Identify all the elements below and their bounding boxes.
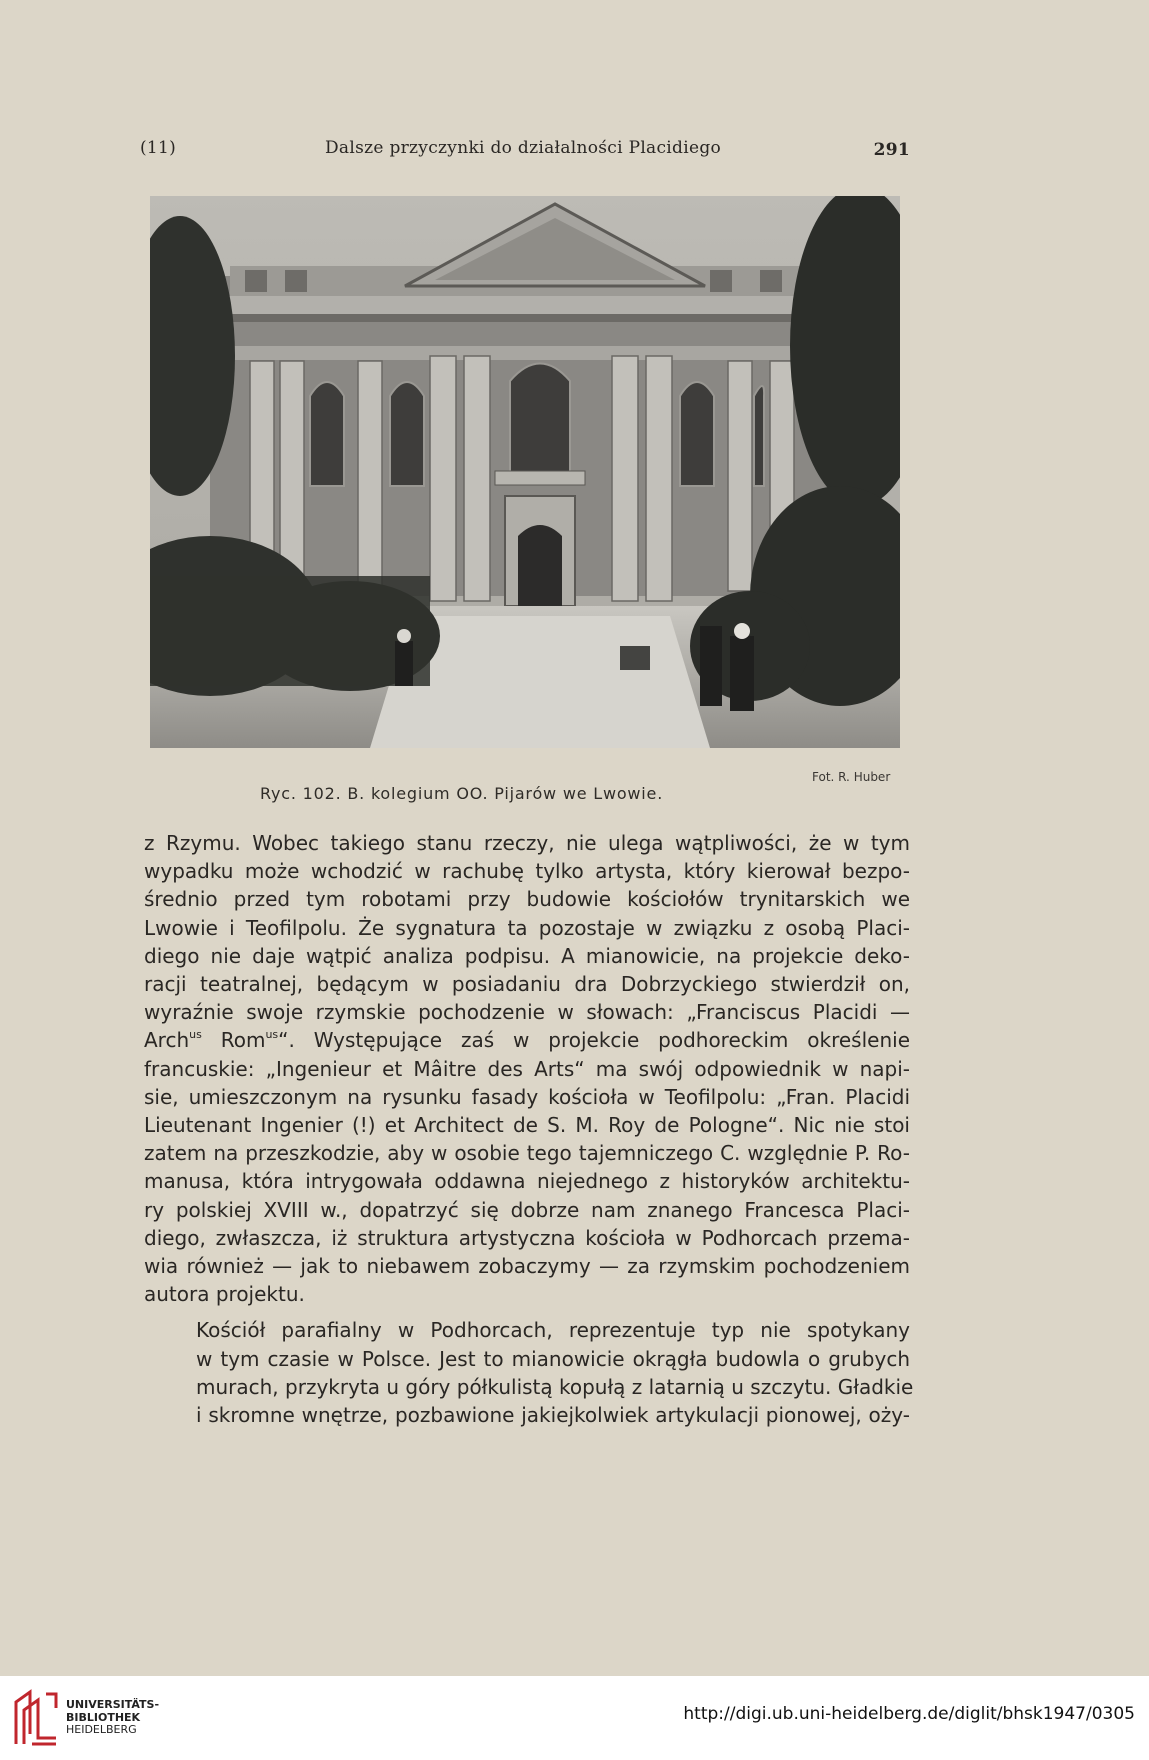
text-line: Lwowie i Teofilpolu. Że sygnatura ta pozostaje w związku z osobą Placi- [144,915,910,940]
library-name [66,1699,159,1737]
text-line: diego nie daje wątpić analiza podpisu. A mianowicie, na projekcie deko- [144,943,910,968]
paragraph-1 [144,829,910,1308]
page-number: 291 [873,140,910,160]
building-photograph [150,196,900,748]
photo-credit: Fot. R. Huber [812,770,891,784]
text-line: wia również — jak to niebawem zobaczymy — za rzymskim pochodzeniem [144,1254,910,1279]
text-line: zatem na przeszkodzie, aby w osobie tego tajemniczego C. względnie P. Ro- [144,1141,910,1166]
running-header [140,138,910,168]
text-line: w tym czasie w Polsce. Jest to mianowicie okrągła budowla o grubych [196,1346,910,1371]
text-line: Kościół parafialny w Podhorcach, reprezentuje typ nie spotykany [196,1318,910,1343]
text-line: diego, zwłaszcza, iż struktura artystyczna kościoła w Podhorcach przema- [144,1225,910,1250]
text-line-with-superscripts [144,1026,910,1054]
text-line: autora projektu. [144,1282,305,1307]
library-name-line: UNIVERSITÄTS- [66,1698,160,1711]
article-body [144,829,914,1429]
superscript-us: us [189,1028,202,1042]
text-line: wyraźnie swoje rzymskie pochodzenie w słowach: „Franciscus Placidi — [144,1000,910,1025]
paragraph-2 [144,1316,914,1429]
text-line: i skromne wnętrze, pozbawione jakiejkolwiek artykulacji pionowej, oży- [196,1403,910,1428]
text-line: z Rzymu. Wobec takiego stanu rzeczy, nie ulega wątpliwości, że w tym [144,831,910,855]
section-number: (11) [140,138,177,158]
line-remainder: “. Występujące zaś w projekcie podhoreckim określenie [278,1028,910,1053]
abbrev-arch: Arch [144,1028,190,1053]
collegium-facade-image [150,196,900,748]
text-line: średnio przed tym robotami przy budowie kościołów trynitarskich we [144,887,910,912]
university-library-logo-icon [12,1688,60,1748]
text-line: manusa, która intrygowała oddawna niejednego z historyków architektu- [144,1169,910,1194]
source-url-link[interactable]: http://digi.ub.uni-heidelberg.de/diglit/bhsk1947/0305 [683,1704,1135,1724]
library-name-line: HEIDELBERG [66,1723,137,1736]
library-name-line: BIBLIOTHEK [66,1710,141,1724]
digitization-footer [0,1676,1149,1760]
running-title: Dalsze przyczynki do działalności Placidiego [325,138,722,158]
text-line: racji teatralnej, będącym w posiadaniu dra Dobrzyckiego stwierdził on, [144,972,910,997]
abbrev-rom: Rom [220,1028,266,1053]
text-line: ry polskiej XVIII w., dopatrzyć się dobrze nam znanego Francesca Placi- [144,1197,910,1222]
text-line: wypadku może wchodzić w rachubę tylko artysta, który kierował bezpo- [144,859,910,884]
text-line: murach, przykryta u góry półkulistą kopułą z latarnią u szczytu. Gładkie [196,1374,914,1399]
superscript-us: us [265,1028,279,1042]
figure-caption: Ryc. 102. B. kolegium OO. Pijarów we Lwowie. [260,784,664,803]
text-line: francuskie: „Ingenieur et Mâitre des Arts“ ma swój odpowiednik w napi- [144,1056,910,1081]
text-line: sie, umieszczonym na rysunku fasady kościoła w Teofilpolu: „Fran. Placidi [144,1084,910,1109]
text-line: Lieutenant Ingenier (!) et Architect de S. M. Roy de Pologne“. Nic nie stoi [144,1113,910,1138]
